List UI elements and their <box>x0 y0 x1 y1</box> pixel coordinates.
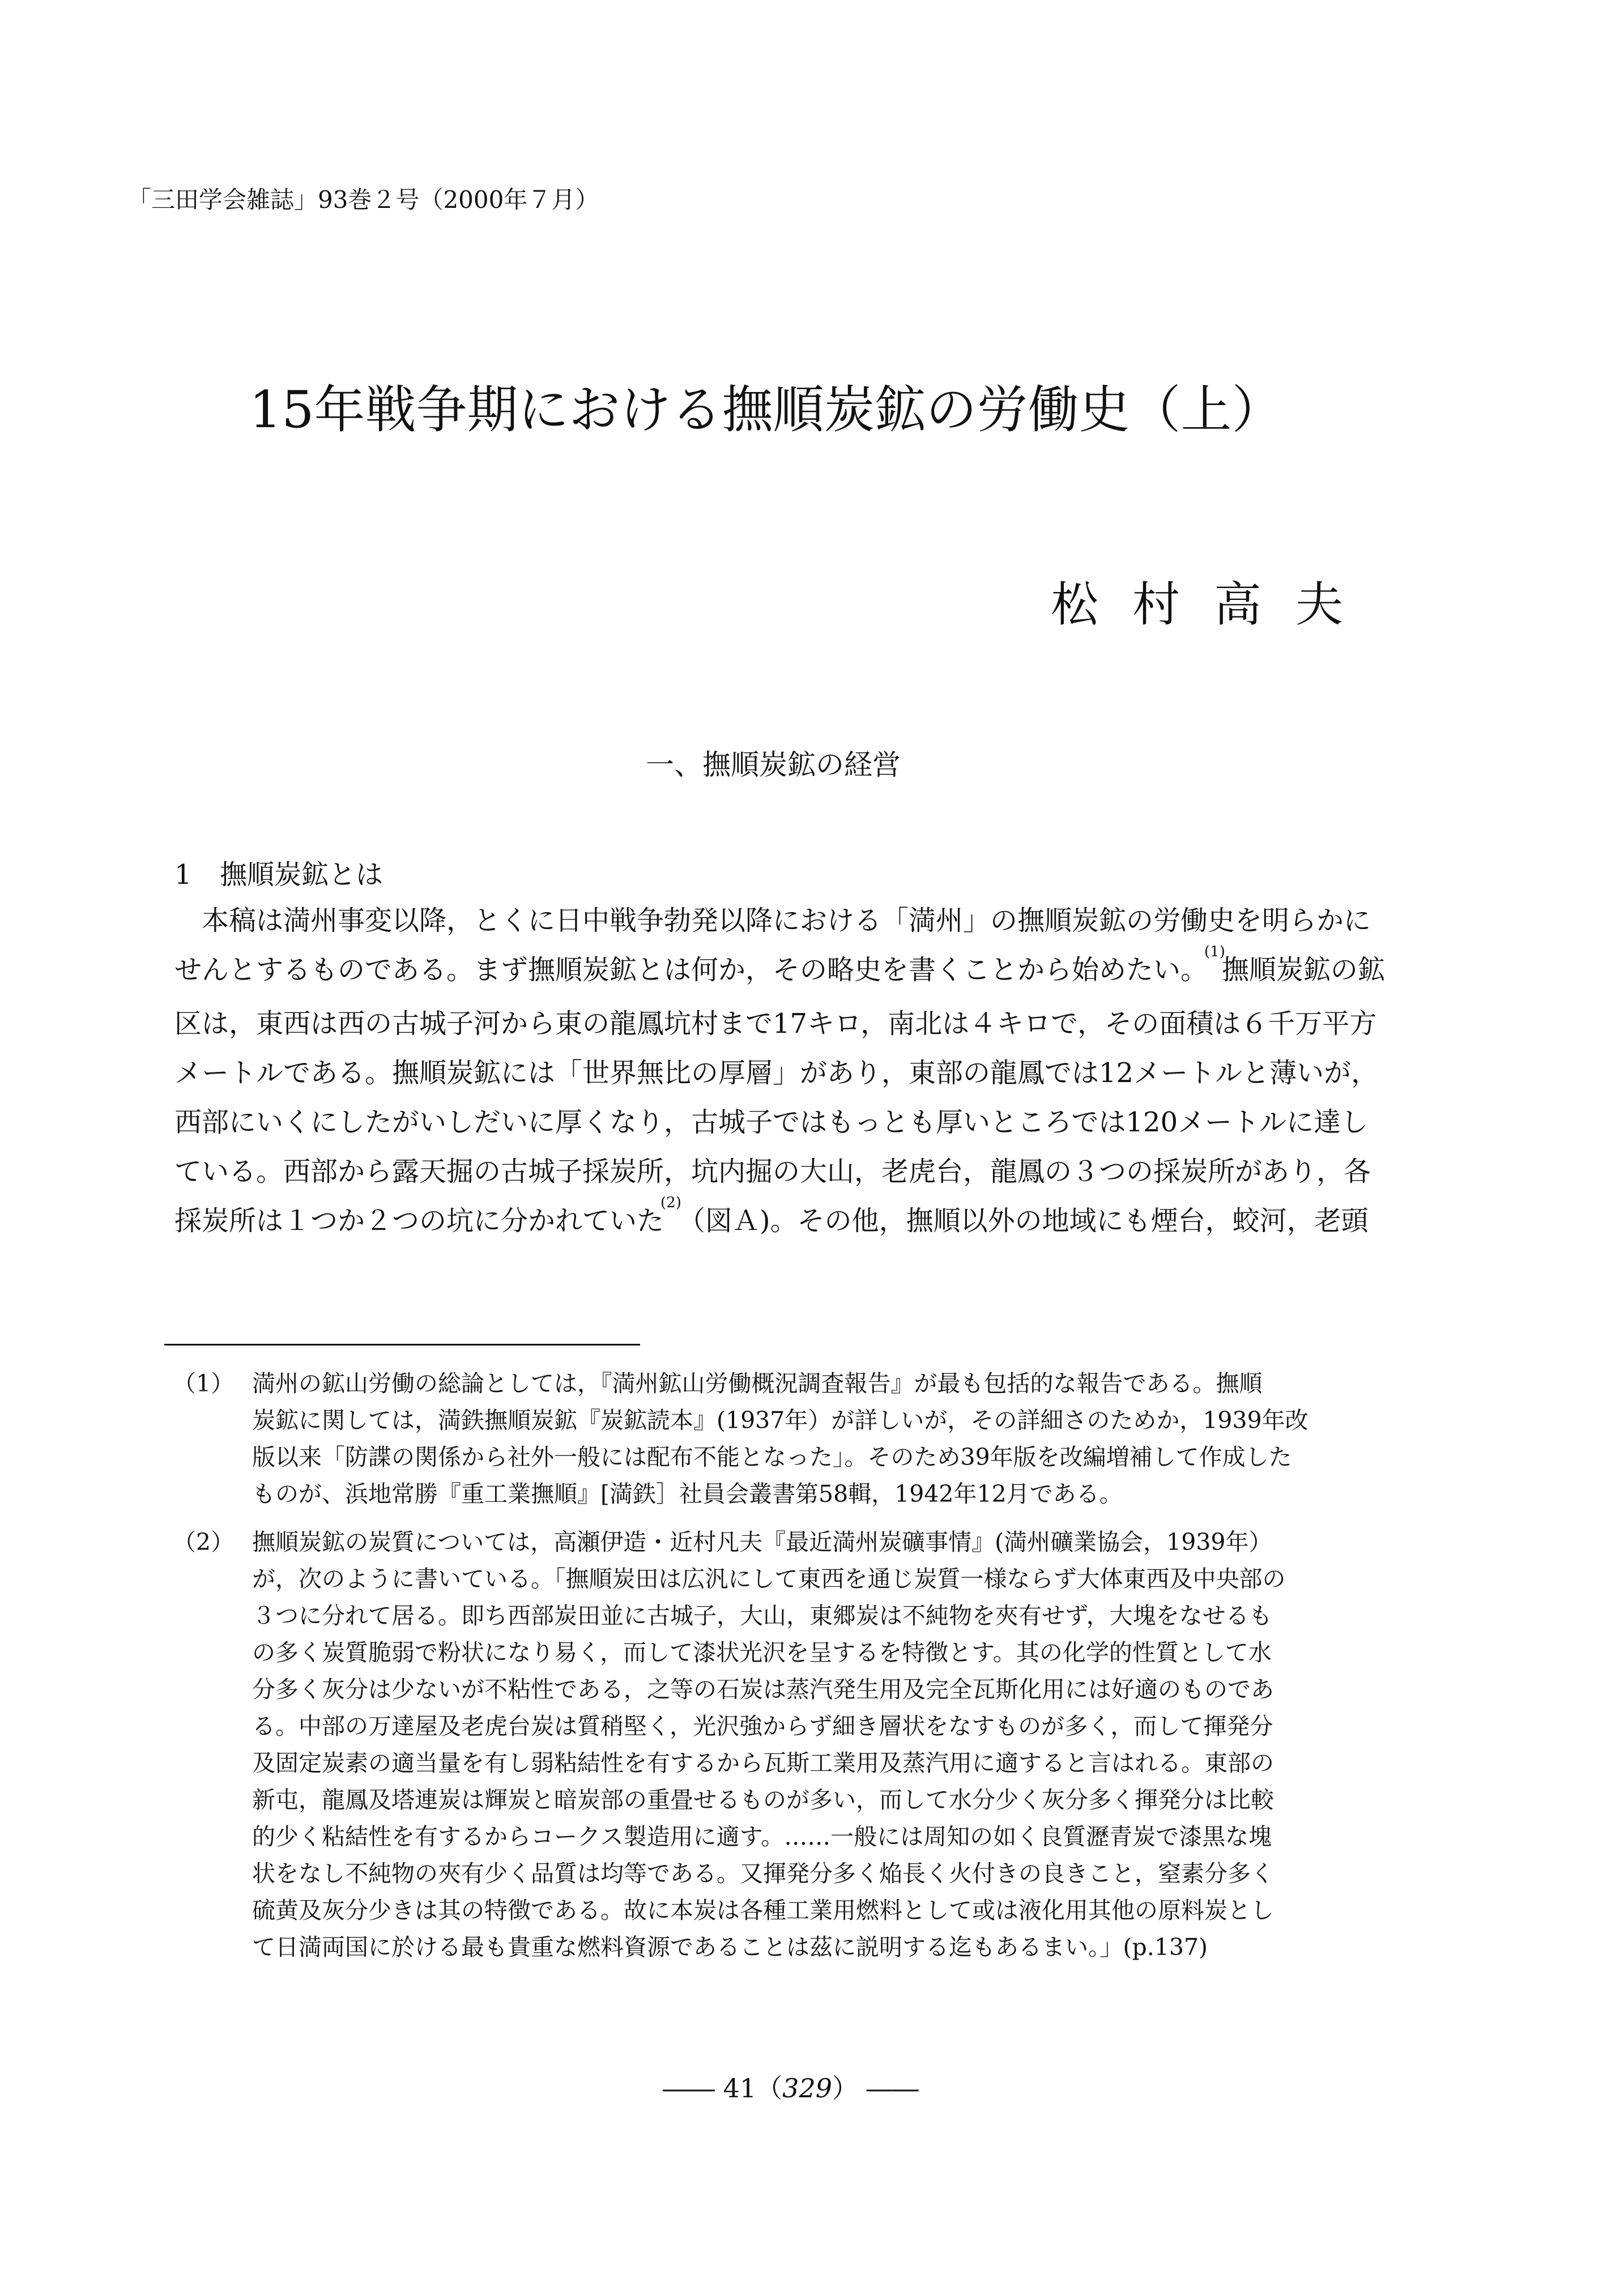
body-line: メートルである。撫順炭鉱には「世界無比の厚層」があり，東部の龍鳳では12メートルと薄いが， <box>174 1057 1379 1089</box>
section-heading: 一、撫順炭鉱の経営 <box>646 748 901 781</box>
body-text <box>174 896 1421 1250</box>
footnote-line: ３つに分れて居る。即ち西部炭田並に古城子，大山，東郷炭は不純物を夾有せず，大塊をなせるも <box>252 1602 1272 1629</box>
author-name: 松村高夫 <box>1051 577 1378 632</box>
footnote-ref-2[interactable]: (2) <box>660 1197 681 1211</box>
footnote-line: 状をなし不純物の夾有少く品質は均等である。又揮発分多く焔長く火付きの良きこと，窒素分多く <box>252 1860 1274 1887</box>
page-number-prefix: ―― <box>663 2073 723 2104</box>
footnote-line: 炭鉱に関しては，満鉄撫順炭鉱『炭鉱読本』(1937年）が詳しいが，その詳細さのためか，1939年改 <box>252 1407 1308 1434</box>
footnote-text: 撫順炭鉱の炭質については，高瀬伊造・近村凡夫『最近満州炭礦事情』(満州礦業協会，1939年） <box>252 1528 1272 1556</box>
footnote-line: 及固定炭素の適当量を有し弱粘結性を有するから瓦斯工業用及蒸汽用に適すると言はれる。東部の <box>252 1749 1274 1777</box>
body-line <box>174 946 1421 999</box>
body-line-text: （図Ａ)。その他，撫順以外の地域にも煙台，蛟河，老頭 <box>677 1205 1369 1237</box>
body-line-text: 採炭所は１つか２つの坑に分かれていた <box>174 1205 664 1237</box>
footnote-line: 硫黄及灰分少きは其の特徴である。故に本炭は各種工業用燃料として或は液化用其他の原料炭とし <box>252 1897 1274 1924</box>
subsection-number: 1 <box>174 859 192 891</box>
page-number: ―― 41（329） ―― <box>663 2073 919 2104</box>
body-line <box>174 1197 1421 1250</box>
footnote-line: の多く炭質脆弱で粉状になり易く，而して漆状光沢を呈するを特徴とす。其の化学的性質として水 <box>252 1639 1272 1666</box>
footnote-line: 新屯，龍鳳及塔連炭は輝炭と暗炭部の重畳せるものが多い，而して水分少く灰分多く揮発分は比較 <box>252 1786 1274 1813</box>
footnote-line: が，次のように書いている。「撫順炭田は広汎にして東西を通じ炭質一様ならず大体東西及中央部の <box>252 1565 1286 1593</box>
body-line-text: 撫順炭鉱の鉱 <box>1221 954 1385 986</box>
subsection-title: 撫順炭鉱とは <box>220 859 383 891</box>
page-number-suffix: ―― <box>858 2073 919 2104</box>
footnote-line: 分多く灰分は少ないが不粘性である，之等の石炭は蒸汽発生用及完全瓦斯化用には好適のものであ <box>252 1676 1274 1703</box>
journal-citation: 「三田学会雑誌」93巻２号（2000年７月） <box>127 186 599 214</box>
page-number-value: 41 <box>723 2073 757 2104</box>
footnote-ref-1[interactable]: (1) <box>1204 946 1225 960</box>
footnote-line: る。中部の万達屋及老虎台炭は質稍堅く，光沢強からず細き層状をなすものが多く，而して揮発分 <box>252 1713 1273 1740</box>
footnote-line <box>173 1524 1425 1561</box>
body-line: 区は，東西は西の古城子河から東の龍鳳坑村まで17キロ，南北は４キロで，その面積は６千万平方 <box>174 1008 1377 1040</box>
footnote-line: 的少く粘結性を有するからコークス製造用に適す。……一般には周知の如く良質瀝青炭で漆黒な塊 <box>252 1823 1272 1850</box>
footnote-text: 満州の鉱山労働の総論としては，『満州鉱山労働概況調査報告』が最も包括的な報告である。撫順 <box>252 1370 1263 1397</box>
footnote-number: （2） <box>173 1528 235 1556</box>
article-title: 15年戦争期における撫順炭鉱の労働史（上） <box>249 380 1283 440</box>
footnote-line <box>173 1365 1425 1402</box>
body-line: 本稿は満州事変以降，とくに日中戦争勃発以降における「満州」の撫順炭鉱の労働史を明らかに <box>202 905 1371 936</box>
body-line: 西部にいくにしたがいしだいに厚くなり，古城子ではもっとも厚いところでは120メートルに達し <box>174 1106 1369 1138</box>
footnote-line: 版以来「防諜の関係から社外一般には配布不能となった」。そのため39年版を改編増補して作成した <box>252 1444 1292 1471</box>
page-number-original: 329 <box>782 2073 832 2104</box>
footnote-line: ものが、浜地常勝『重工業撫順』[満鉄］社員会叢書第58輯，1942年12月である。 <box>252 1480 1123 1508</box>
subsection-heading <box>174 853 383 892</box>
body-line-text: せんとするものである。まず撫順炭鉱とは何か，その略史を書くことから始めたい。 <box>174 954 1208 986</box>
footnote-line: て日満両国に於ける最も貴重な燃料資源であることは茲に説明する迄もあるまい。」(p.137) <box>252 1934 1208 1961</box>
footnote-1 <box>173 1365 1425 1513</box>
footnote-2 <box>173 1524 1425 1966</box>
body-line: ている。西部から露天掘の古城子採炭所，坑内掘の大山，老虎台，龍鳳の３つの採炭所があり，各 <box>174 1156 1371 1187</box>
footnote-number: （1） <box>173 1370 235 1397</box>
footnote-divider <box>164 1344 640 1346</box>
